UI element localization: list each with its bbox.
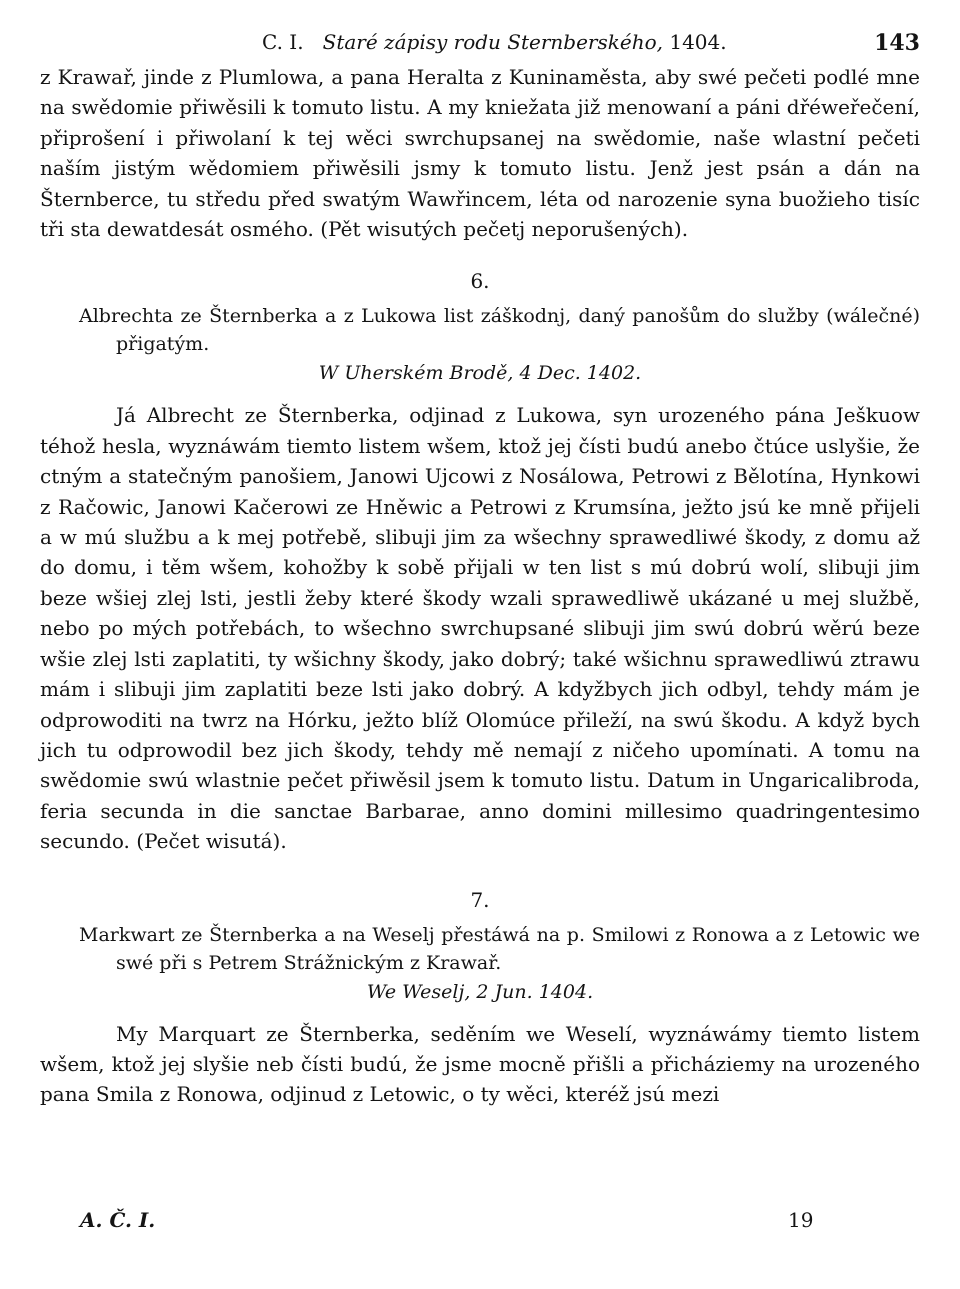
section-6-place-date: W Uherském Brodě, 4 Dec. 1402. [318,362,642,385]
section-6-text: Já Albrecht ze Šternberka, odjinad z Lukowa, syn urozeného pána Ješkuow téhož hesla, wyznáwám tiemto listem wšem, ktož jej čísti budú anebo čtúce uslyšie, že ctným a statečným panošiem, Janowi Ujcowi z Nosálowa, Petrowi z Bělotína, Hynkowi z Račowic, Janowi Kačerowi ze Hněwic a Petrowi z Krumsína, ježto jsú ke mně přijeli a w mú službu a k mej potřebě, slibuji jim za wšechny sprawedliwé škody, z domu až do domu, i těm wšem, kohožby k sobě přijali w ten list s mú dobrú wolí, slibuji jim beze wšiej zlej lsti, jestli žeby které škody wzali sprawedliwě ukázané u mej službě, nebo po mých potřebách, to wšechno swrchupsané slibuji jim swú dobrú wěrú beze wšie zlej lsti zaplatiti, ty wšichny škody, jako dobrý; také wšichnu sprawedliwú ztrawu mám i slibuji jim zaplatiti beze lsti jako dobrý. A kdyžbych jich odbyl, tehdy mám je odprowoditi na twrz na Hórku, ježto blíž Olomúce přileží, na swú škodu. A když bych jich tu odprowodil bez jich škody, tehdy mě nemají z ničeho upomínati. A tomu na swědomie swú wlastnie pečet přiwěsil jsem k tomuto listu. Datum in Ungaricalibroda, feria secunda in die sanctae Barbarae, anno domini millesimo quadringentesimo secundo. (Pečet wisutá). [40,403,920,854]
running-head-title: Staré zápisy rodu Sternberského, [322,30,663,54]
page-number: 143 [874,30,920,56]
running-head-prefix: C. I. [262,30,304,54]
section-7-place-date: We Weselj, 2 Jun. 1404. [366,980,594,1003]
continuation-paragraph: z Krawař, jinde z Plumlowa, a pana Heralta z Kuninaměsta, aby swé pečeti podlé mne na swědomie přiwěsili k tomuto listu. A my kniežata již menowaní a páni dřéweřečení, připrošení i přiwolaní k tej wěci swrchupsanej na swědomie, naše wlastní pečeti naším jistým wědomiem přiwěsili jsmy k tomuto listu. Jenž jest psán a dán na Šternberce, tu středu před swatým Wawřincem, léta od narozenie syna buožieho tisíc tři sta dewatdesát osmého. (Pět wisutých pečetj neporušených). [40,65,920,242]
sheet-number: 19 [788,1208,814,1232]
running-head-year: 1404. [669,30,727,54]
running-head-text [262,30,727,54]
section-6-regest: Albrechta ze Šternberka a z Lukowa list záškodnj, daný panošům do služby (wálečné) přigatým. [79,305,920,356]
section-7-text: My Marquart ze Šternberka, seděním we Weselí, wyznáwámy tiemto listem wšem, ktož jej slyšie neb čísti budú, že jsme mocně přišli a přicháziemy na urozeného pana Smila z Ronowa, odjinud z Letowic, o ty wěci, kteréž jsú mezi [40,1021,920,1107]
section-7-number: 7. [470,887,490,912]
document-page [40,30,920,1110]
running-head [40,30,920,62]
signature-mark: A. Č. I. [80,1208,156,1232]
section-6-number: 6. [470,269,490,294]
section-7-regest: Markwart ze Šternberka a na Weselj přestáwá na p. Smilowi z Ronowa a z Letowic we swé při s Petrem Strážnickým z Krawař. [79,923,920,974]
